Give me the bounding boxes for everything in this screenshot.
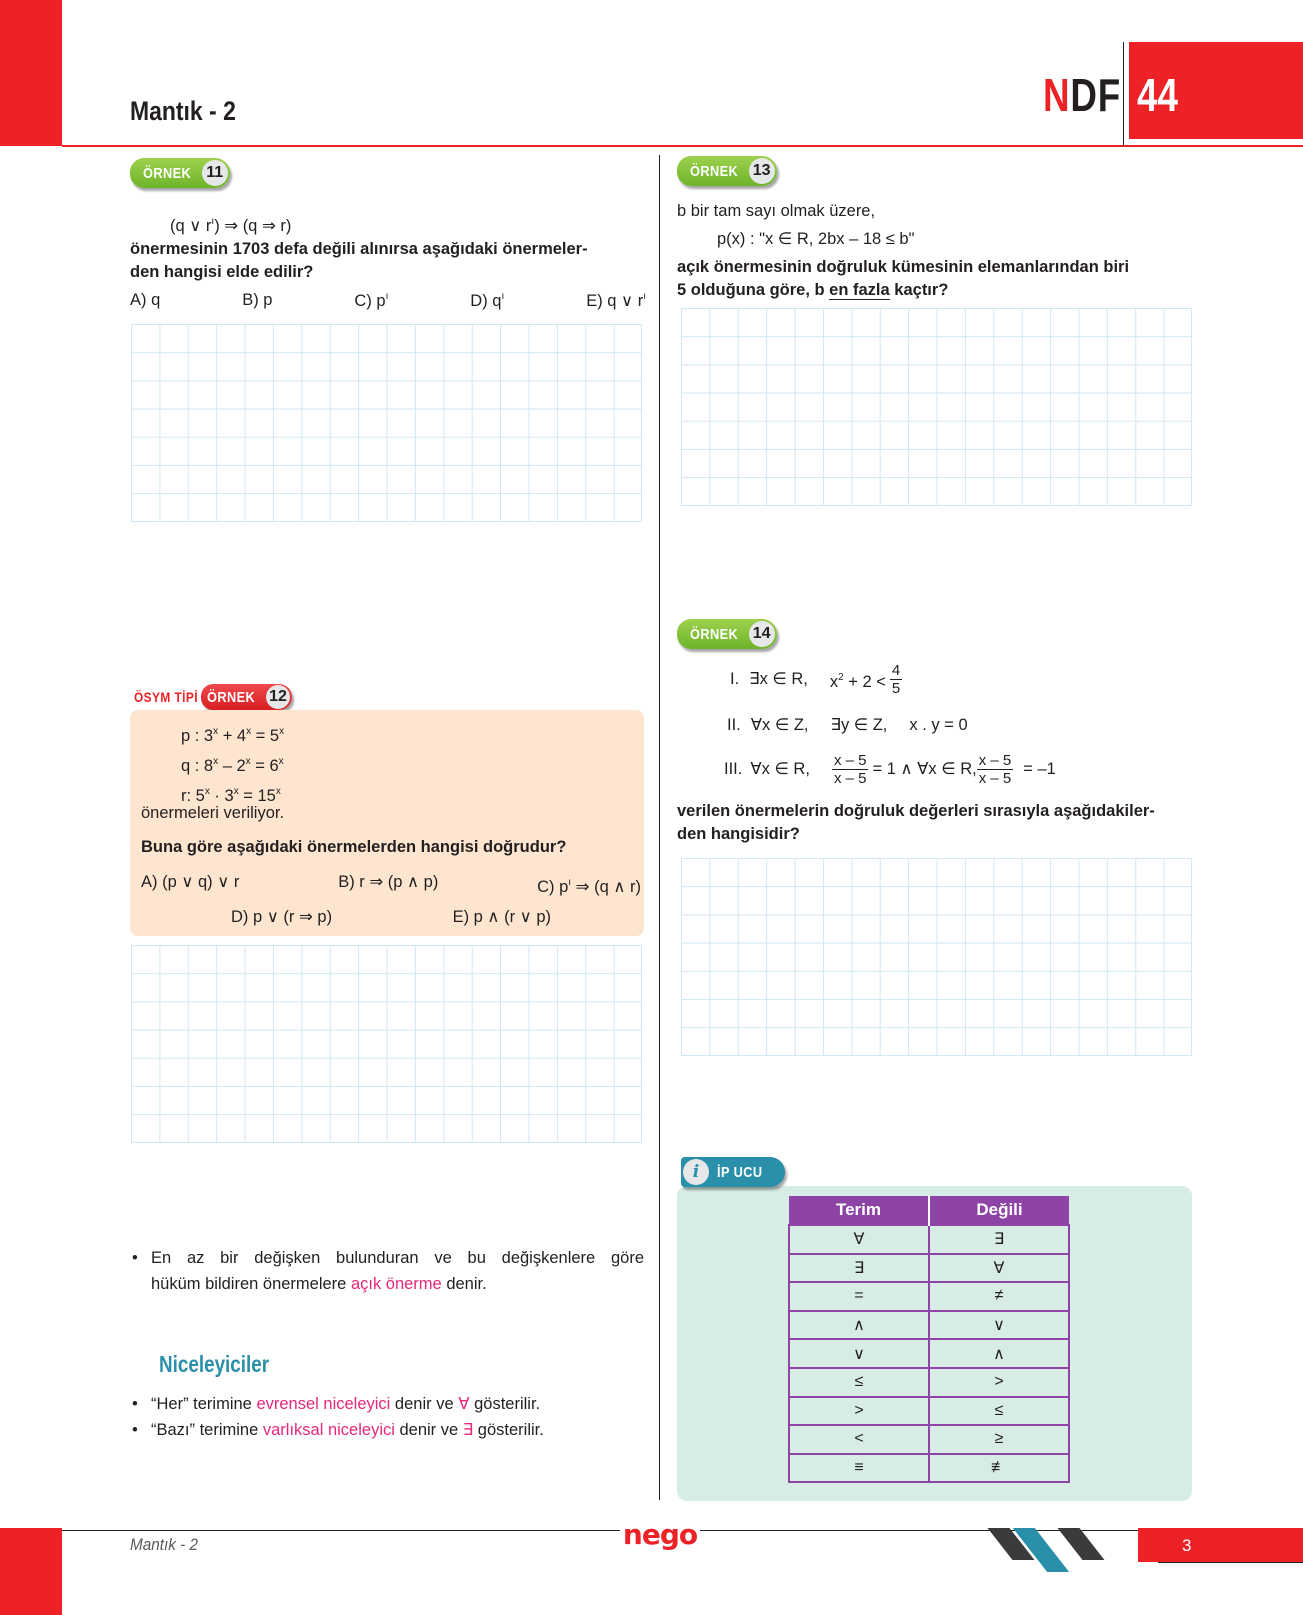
badge-number: 13 bbox=[749, 158, 775, 184]
choice-a[interactable]: A) q bbox=[130, 291, 161, 309]
choice-c[interactable]: C) $p^ı$ bbox=[354, 291, 389, 310]
page-number-box bbox=[1138, 1528, 1303, 1562]
table-row: ≤ > bbox=[789, 1368, 1069, 1397]
choice-e[interactable]: E) q ∨ $r^ı$ bbox=[586, 291, 646, 310]
red-margin-strip-bottom bbox=[0, 1528, 62, 1615]
column-separator bbox=[659, 155, 660, 1500]
underlined-en-fazla: en fazla bbox=[829, 281, 890, 299]
table-row: ∨ ∧ bbox=[789, 1339, 1069, 1368]
premise-p: p : $3^x + 4^x = 5^x$ bbox=[181, 726, 285, 745]
example-12-question: Buna göre aşağıdaki önermelerden hangisi doğrudur? bbox=[141, 838, 567, 856]
badge-number: 12 bbox=[266, 685, 290, 709]
scratch-grid-12 bbox=[131, 945, 642, 1143]
table-row: ≡ ≢ bbox=[789, 1454, 1069, 1483]
statement-I: I. ∃x ∈ R, $x^2 + 2$ < $\frac{4}{5}$ bbox=[730, 662, 901, 697]
choice-c[interactable]: C) $p^ı$ ⇒ (q ∧ r) bbox=[537, 877, 641, 896]
quantifier-item-universal: • “Her” terimine evrensel niceleyici denir ve ∀ gösterilir. bbox=[130, 1391, 544, 1417]
term-open-proposition: açık önerme bbox=[350, 1275, 442, 1293]
example-12-premises bbox=[181, 719, 284, 809]
scratch-grid-11 bbox=[131, 324, 642, 522]
example-12-given: önermeleri veriliyor. bbox=[141, 804, 285, 822]
header-divider bbox=[62, 145, 1303, 147]
table-row: > ≤ bbox=[789, 1397, 1069, 1426]
decorative-stripe bbox=[1057, 1528, 1104, 1560]
brand-letter-n: N bbox=[1043, 69, 1071, 121]
table-row: ∀ ∃ bbox=[789, 1225, 1069, 1254]
scratch-grid-13 bbox=[681, 308, 1192, 506]
open-proposition-definition bbox=[130, 1245, 644, 1297]
question-line: açık önermesinin doğruluk kümesinin elemanlarından biri bbox=[677, 258, 1130, 276]
table-row: = ≠ bbox=[789, 1282, 1069, 1311]
column-header-negation: Değili bbox=[929, 1196, 1069, 1225]
page-number: 3 bbox=[1182, 1536, 1192, 1555]
table-row: ∃ ∀ bbox=[789, 1254, 1069, 1283]
brand-number: 44 bbox=[1137, 69, 1178, 121]
brand-letters: DF bbox=[1070, 69, 1122, 121]
example-12-choices-row2 bbox=[231, 906, 551, 929]
badge-label: ÖRNEK bbox=[690, 625, 739, 643]
question-line: den hangisidir? bbox=[677, 825, 800, 843]
example-12-badge bbox=[134, 684, 292, 710]
question-line: önermesinin 1703 defa değili alınırsa aşağıdaki önermeler- bbox=[130, 240, 588, 258]
publisher-logo: nego bbox=[620, 1518, 700, 1550]
choice-a[interactable]: A) (p ∨ q) ∨ r bbox=[141, 873, 240, 891]
example-11-badge bbox=[130, 158, 230, 188]
statement-III: III. ∀x ∈ R, $\frac{x - 5}{x - 5}$ = 1 ∧ ∀x ∈ R, $\frac{x - 5}{x - 5}$ = –1 bbox=[724, 752, 1056, 787]
example-11-choices bbox=[130, 291, 646, 311]
scratch-grid-14 bbox=[681, 858, 1192, 1056]
example-13-intro: b bir tam sayı olmak üzere, bbox=[677, 202, 876, 220]
example-13-badge bbox=[677, 156, 777, 186]
badge-number: 11 bbox=[202, 160, 228, 186]
info-icon: i bbox=[683, 1159, 709, 1185]
choice-d[interactable]: D) $q^ı$ bbox=[470, 291, 505, 310]
quantifiers-heading: Niceleyiciler bbox=[159, 1351, 270, 1377]
exists-symbol: ∃ bbox=[462, 1421, 474, 1439]
osym-tipi-label: ÖSYM TİPİ bbox=[134, 689, 199, 705]
table-row: ∧ ∨ bbox=[789, 1311, 1069, 1340]
choice-b[interactable]: B) p bbox=[242, 291, 273, 309]
question-line: verilen önermelerin doğruluk değerleri sırasıyla aşağıdakiler- bbox=[677, 802, 1155, 820]
example-12-choices-row1 bbox=[141, 871, 641, 899]
negation-table bbox=[788, 1196, 1070, 1483]
footer-title: Mantık - 2 bbox=[130, 1535, 199, 1554]
choice-e[interactable]: E) p ∧ (r ∨ p) bbox=[452, 908, 551, 926]
column-header-term: Terim bbox=[789, 1196, 929, 1225]
forall-symbol: ∀ bbox=[458, 1395, 470, 1413]
brand-label bbox=[1043, 68, 1121, 122]
quantifiers-list bbox=[130, 1391, 544, 1443]
choice-b[interactable]: B) r ⇒ (p ∧ p) bbox=[338, 873, 439, 891]
example-13-question bbox=[677, 256, 1129, 302]
page-title: Mantık - 2 bbox=[130, 96, 236, 126]
choice-d[interactable]: D) p ∨ (r ⇒ p) bbox=[231, 908, 333, 926]
badge-label: ÖRNEK bbox=[690, 162, 739, 180]
badge-number: 14 bbox=[749, 621, 775, 647]
tip-label: İP UCU bbox=[717, 1163, 763, 1181]
table-row: < ≥ bbox=[789, 1425, 1069, 1454]
statement-II: II. ∀x ∈ Z, ∃y ∈ Z, x . y = 0 bbox=[727, 716, 968, 734]
tip-badge bbox=[681, 1157, 785, 1187]
example-11-question bbox=[130, 238, 640, 284]
example-14-badge bbox=[677, 619, 777, 649]
example-14-question bbox=[677, 800, 1155, 846]
definition-line1: • En az bir değişken bulunduran ve bu değişkenlere göre bbox=[151, 1249, 644, 1267]
quantifier-item-existential: • “Bazı” terimine varlıksal niceleyici denir ve ∃ gösterilir. bbox=[130, 1417, 544, 1443]
premise-q: q : $8^x - 2^x = 6^x$ bbox=[181, 756, 284, 775]
example-13-formula: p(x) : "x ∈ R, 2bx – 18 ≤ b" bbox=[717, 230, 915, 248]
red-margin-strip-top bbox=[0, 0, 62, 146]
question-line: den hangisi elde edilir? bbox=[130, 263, 314, 281]
badge-label: ÖRNEK bbox=[207, 688, 256, 706]
page-number-underline bbox=[1158, 1562, 1303, 1563]
example-11-formula: (q ∨ $r^ı$) ⇒ (q ⇒ r) bbox=[170, 216, 292, 235]
brand-separator bbox=[1123, 42, 1124, 146]
premise-r: r: $5^x \cdot 3^x = 15^x$ bbox=[181, 786, 281, 805]
definition-line2: hüküm bildiren önermelere açık önerme denir. bbox=[151, 1275, 487, 1293]
badge-label: ÖRNEK bbox=[143, 164, 192, 182]
question-line: 5 olduğuna göre, b en fazla kaçtır? bbox=[677, 281, 949, 299]
